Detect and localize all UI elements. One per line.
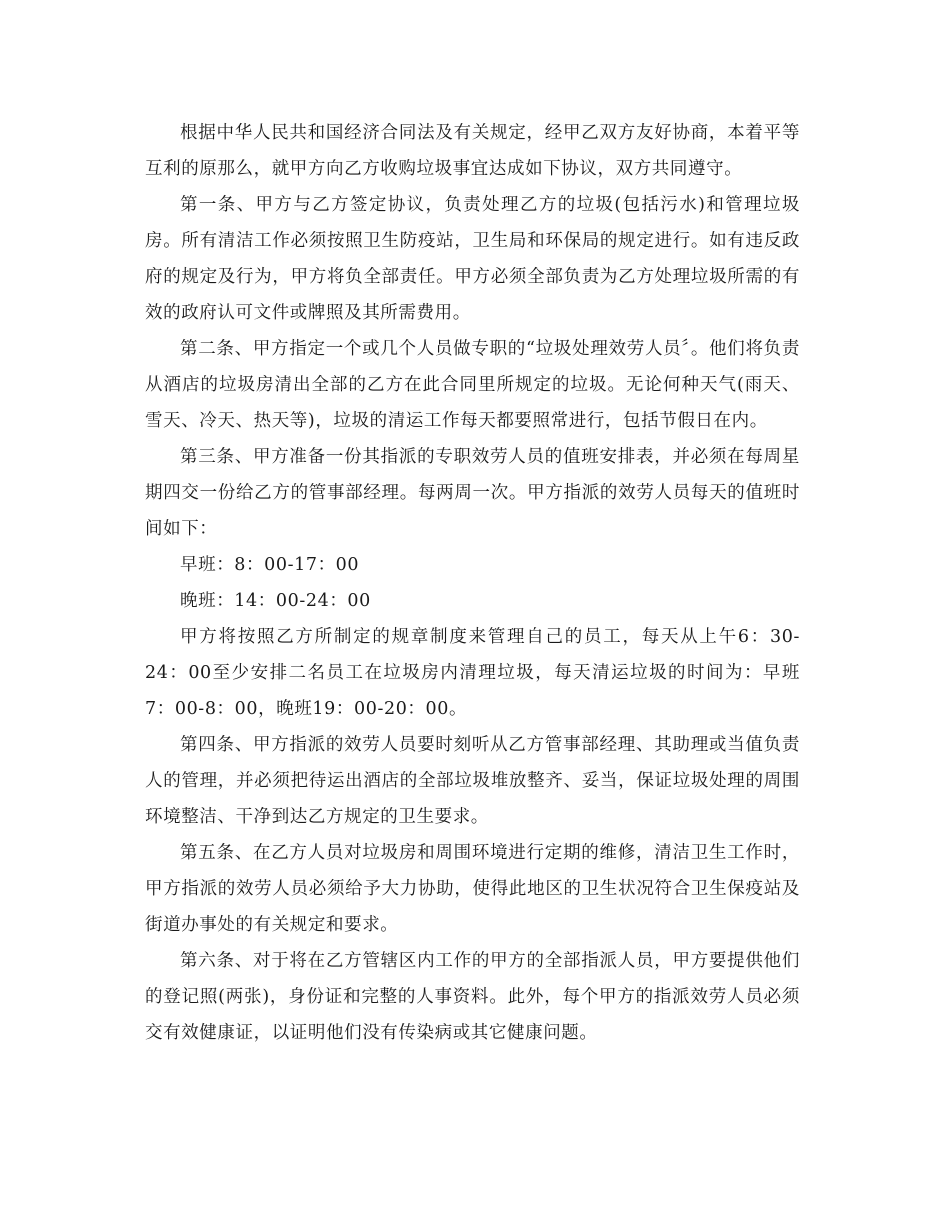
article-2-paragraph: 第二条、甲方指定一个或几个人员做专职的“垃圾处理效劳人员〞。他们将负责从酒店的垃圾房清出全部的乙方在此合同里所规定的垃圾。无论何种天气(雨天、雪天、冷天、热天等)，垃圾的清运工作每天都要照常进行，包括节假日在内。 (145, 339, 800, 431)
article-4-paragraph: 第四条、甲方指派的效劳人员要时刻听从乙方管事部经理、其助理或当值负责人的管理，并必须把待运出酒店的全部垃圾堆放整齐、妥当，保证垃圾处理的周围环境整洁、干净到达乙方规定的卫生要求。 (145, 735, 800, 827)
intro-paragraph: 根据中华人民共和国经济合同法及有关规定，经甲乙双方友好协商，本着平等互利的原那么，就甲方向乙方收购垃圾事宜达成如下协议，双方共同遵守。 (145, 123, 800, 179)
article-3-paragraph: 第三条、甲方准备一份其指派的专职效劳人员的值班安排表，并必须在每周星期四交一份给乙方的管事部经理。每两周一次。甲方指派的效劳人员每天的值班时间如下： (145, 447, 800, 539)
article-5-paragraph: 第五条、在乙方人员对垃圾房和周围环境进行定期的维修，清洁卫生工作时，甲方指派的效劳人员必须给予大力协助，使得此地区的卫生状况符合卫生保疫站及街道办事处的有关规定和要求。 (145, 843, 800, 935)
staff-management-paragraph: 甲方将按照乙方所制定的规章制度来管理自己的员工，每天从上午6：30-24：00至少安排二名员工在垃圾房内清理垃圾，每天清运垃圾的时间为：早班7：00-8：00，晚班19：00-20：00。 (145, 627, 800, 719)
document-body (145, 115, 800, 1051)
article-6-paragraph: 第六条、对于将在乙方管辖区内工作的甲方的全部指派人员，甲方要提供他们的登记照(两张)，身份证和完整的人事资料。此外，每个甲方的指派效劳人员必须交有效健康证，以证明他们没有传染病或其它健康问题。 (145, 951, 800, 1043)
morning-shift-line: 早班：8：00-17：00 (180, 555, 360, 575)
article-1-paragraph: 第一条、甲方与乙方签定协议，负责处理乙方的垃圾(包括污水)和管理垃圾房。所有清洁工作必须按照卫生防疫站，卫生局和环保局的规定进行。如有违反政府的规定及行为，甲方将负全部责任。甲方必须全部负责为乙方处理垃圾所需的有效的政府认可文件或牌照及其所需费用。 (145, 195, 800, 323)
evening-shift-line: 晚班：14：00-24：00 (180, 591, 371, 611)
